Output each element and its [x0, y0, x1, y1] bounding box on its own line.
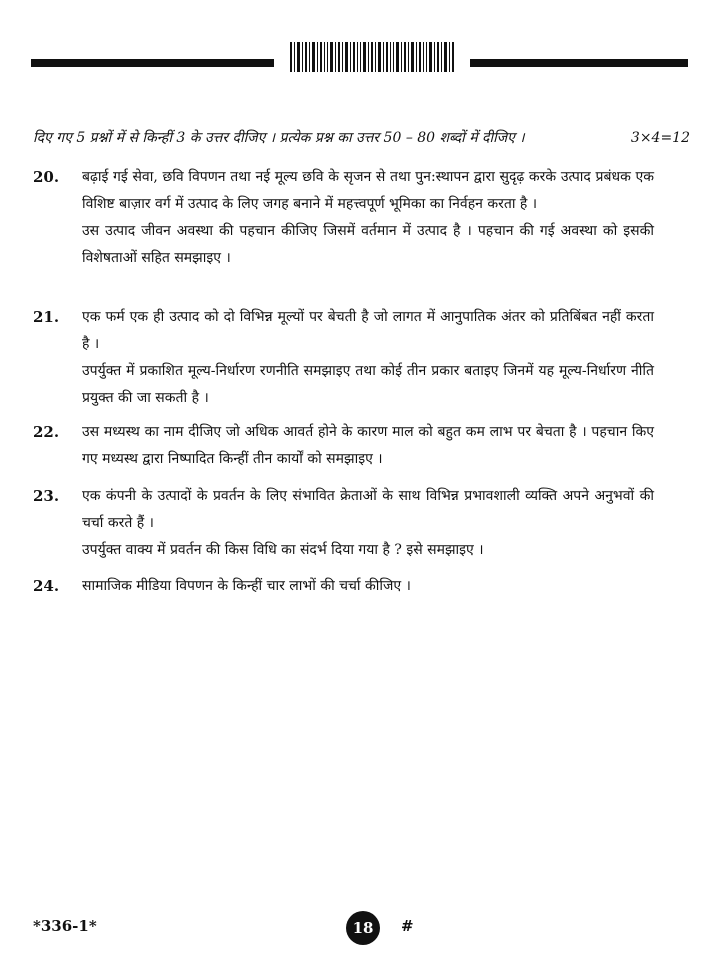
instruction-line — [33, 128, 690, 148]
question-text: उपर्युक्त में प्रकाशित मूल्य-निर्धारण रणनीति समझाइए तथा कोई तीन प्रकार बताइए जिनमें यह मूल्य-निर्धारण नीति प्रयुक्त की जा सकती है । — [82, 363, 654, 406]
question-text: उस उत्पाद जीवन अवस्था की पहचान कीजिए जिसमें वर्तमान में उत्पाद है । पहचान की गई अवस्था को इसकी विशेषताओं सहित समझाइए । — [82, 223, 654, 266]
question-number: 23. — [33, 487, 60, 505]
question-text: सामाजिक मीडिया विपणन के किन्हीं चार लाभों की चर्चा कीजिए । — [82, 578, 411, 594]
question-number: 20. — [33, 168, 60, 186]
question-text: बढ़ाई गई सेवा, छवि विपणन तथा नई मूल्य छवि के सृजन से तथा पुन:स्थापन द्वारा सुदृढ़ करके उत्पाद प्रबंधक एक विशिष्ट बाज़ार वर्ग में उत्पाद के लिए जगह बनाने में महत्त्वपूर्ण भूमिका का निर्वहन करता है । — [82, 169, 654, 212]
instruction-text: दिए गए 5 प्रश्नों में से किन्हीं 3 के उत्तर दीजिए । प्रत्येक प्रश्न का उत्तर 50 – 80 शब्दों में दीजिए । — [33, 130, 525, 146]
question-23 — [33, 483, 654, 564]
question-number: 24. — [33, 577, 60, 595]
question-text: एक फर्म एक ही उत्पाद को दो विभिन्न मूल्यों पर बेचती है जो लागत में आनुपातिक अंतर को प्रतिबिंबत नहीं करता है । — [82, 309, 654, 352]
question-text: उस मध्यस्थ का नाम दीजिए जो अधिक आवर्त होने के कारण माल को बहुत कम लाभ पर बेचता है । पहचान किए गए मध्यस्थ द्वारा निष्पादित किन्हीं तीन कार्यों को समझाइए । — [82, 424, 654, 467]
question-24 — [33, 573, 654, 600]
page-number: 18 — [346, 911, 380, 945]
question-text: एक कंपनी के उत्पादों के प्रवर्तन के लिए संभावित क्रेताओं के साथ विभिन्न प्रभावशाली व्यक्ति अपने अनुभवों की चर्चा करते हैं । — [82, 488, 654, 531]
paper-code: *336-1* — [33, 917, 97, 935]
marks-scheme: 3×4=12 — [630, 130, 690, 146]
question-number: 21. — [33, 308, 60, 326]
hash-mark: # — [401, 917, 414, 935]
header-rule-left — [31, 59, 274, 67]
question-number: 22. — [33, 423, 60, 441]
question-22 — [33, 419, 654, 473]
header-rule-right — [470, 59, 688, 67]
question-text: उपर्युक्त वाक्य में प्रवर्तन की किस विधि का संदर्भ दिया गया है ? इसे समझाइए । — [82, 542, 484, 558]
barcode-icon — [290, 42, 454, 72]
question-21 — [33, 304, 654, 412]
question-20 — [33, 164, 654, 272]
